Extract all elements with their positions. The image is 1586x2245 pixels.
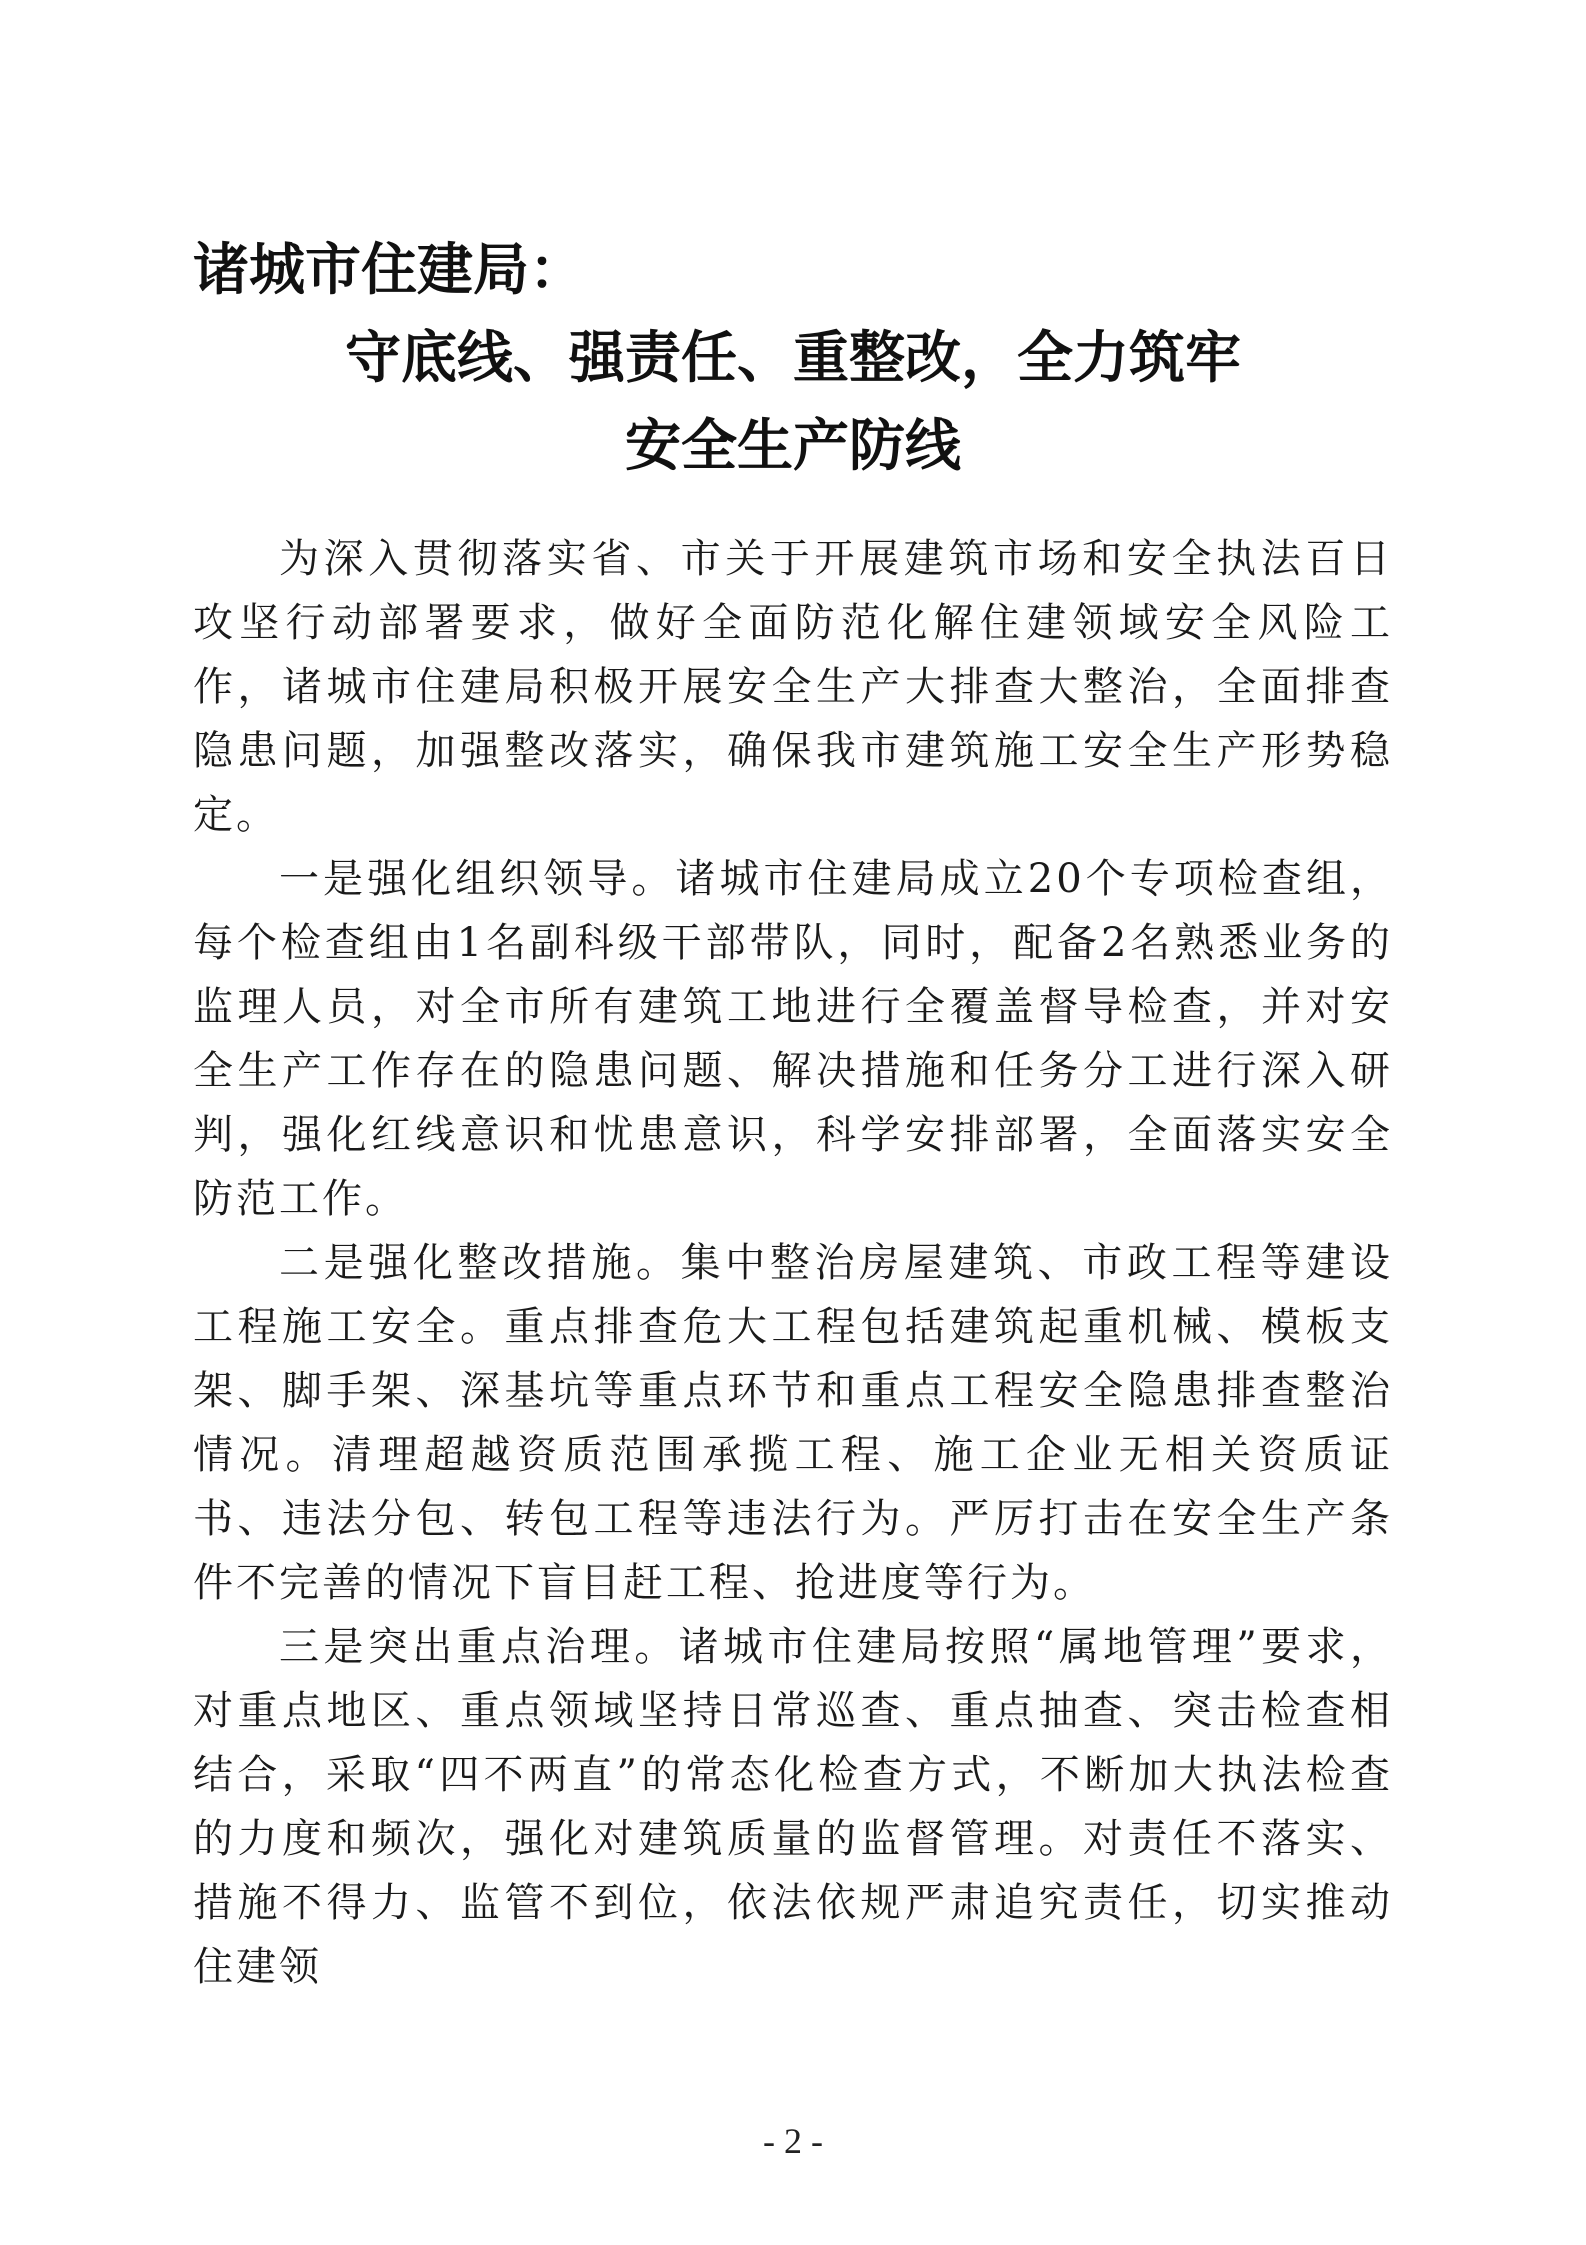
paragraph-organization: 一是强化组织领导。诸城市住建局成立20个专项检查组，每个检查组由1名副科级干部带队，同时，配备2名熟悉业务的监理人员，对全市所有建筑工地进行全覆盖督导检查，并对安全生产工作存在的隐患问题、解决措施和任务分工进行深入研判，强化红线意识和忧患意识，科学安排部署，全面落实安全防范工作。 bbox=[193, 856, 1393, 1222]
page-number: - 2 - bbox=[763, 2121, 823, 2161]
title-line-2: 守底线、强责任、重整改，全力筑牢 bbox=[345, 325, 1241, 391]
document-title bbox=[193, 226, 1393, 490]
paragraph-rectification: 二是强化整改措施。集中整治房屋建筑、市政工程等建设工程施工安全。重点排查危大工程包括建筑起重机械、模板支架、脚手架、深基坑等重点环节和重点工程安全隐患排查整治情况。清理超越资质范围承揽工程、施工企业无相关资质证书、违法分包、转包工程等违法行为。严厉打击在安全生产条件不完善的情况下盲目赶工程、抢进度等行为。 bbox=[193, 1240, 1393, 1606]
paragraph-key-governance: 三是突出重点治理。诸城市住建局按照“属地管理”要求，对重点地区、重点领域坚持日常巡查、重点抽查、突击检查相结合，采取“四不两直”的常态化检查方式，不断加大执法检查的力度和频次，强化对建筑质量的监督管理。对责任不落实、措施不得力、监管不到位，依法依规严肃追究责任，切实推动住建领 bbox=[193, 1624, 1393, 1990]
paragraph-intro: 为深入贯彻落实省、市关于开展建筑市场和安全执法百日攻坚行动部署要求，做好全面防范化解住建领域安全风险工作，诸城市住建局积极开展安全生产大排查大整治，全面排查隐患问题，加强整改落实，确保我市建筑施工安全生产形势稳定。 bbox=[193, 536, 1393, 838]
document-body bbox=[193, 527, 1393, 1999]
title-line-3: 安全生产防线 bbox=[625, 413, 961, 479]
title-line-1: 诸城市住建局： bbox=[193, 237, 585, 303]
